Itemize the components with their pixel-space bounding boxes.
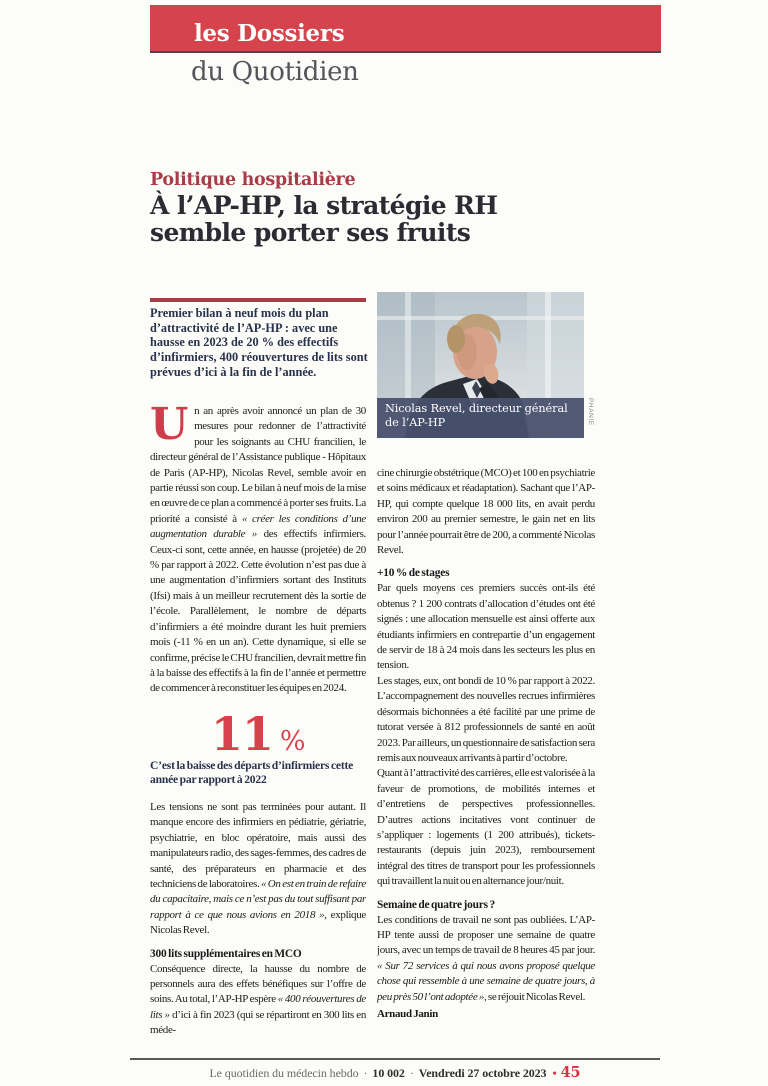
paragraph-semaine — [377, 913, 595, 1005]
paragraph-text: d’ici à fin 2023 (qui se répartiront en 300 lits en méde- — [150, 1008, 366, 1037]
footer-bullet: • — [552, 1066, 557, 1080]
footer-page-number: 45 — [560, 1064, 581, 1081]
paragraph-text: n an après avoir annoncé un plan de 30 mesures pour redonner de l’attractivité pour les soignants au CHU francilien, le directeur général de l’Assistance publique - Hôpitaux de Paris (AP-HP), Nicolas Revel, semble avoir en partie réussi son coup. Le bilan à neuf mois de la mise en œuvre de ce plan a commencé à porter ses fruits. La priorité a consisté à — [150, 405, 366, 525]
subheading-semaine: Semaine de quatre jours ? — [377, 898, 495, 911]
stat-unit: % — [279, 725, 306, 757]
stat-value: 11 — [210, 706, 273, 761]
paragraph-tensions — [150, 800, 366, 939]
standfirst-rule — [150, 298, 366, 302]
paragraph-mco-suite: cine chirurgie obstétrique (MCO) et 100 en psychiatrie et soins médicaux et réadaptation). Sachant que l’AP-HP, qui compte quelque 18 000 lits, en avait perdu environ 200 au premier semestre, le gain net en lits pour l’année pourrait être de 200, a commenté Nicolas Revel. — [377, 467, 595, 557]
paragraph-contrats: Par quels moyens ces premiers succès ont-ils été obtenus ? 1 200 contrats d’allocation d’études ont été signés : une allocation mensuelle est ainsi offerte aux étudiants infirmiers en contrepartie d’un engagement de servir de 18 à 24 mois dans les secteurs les plus en tension. — [377, 582, 595, 672]
stat-caption: C’est la baisse des départs d’infirmiers cette année par rapport à 2022 — [150, 758, 354, 787]
photo-nicolas-revel — [377, 292, 584, 438]
body-column-left — [150, 404, 366, 1058]
paragraph-consequence — [150, 962, 366, 1039]
article-kicker: Politique hospitalière — [150, 170, 356, 190]
headline-line-1: À l’AP-HP, la stratégie RH — [150, 191, 498, 220]
article-headline — [150, 192, 650, 246]
drop-cap: U — [150, 404, 189, 450]
standfirst: Premier bilan à neuf mois du plan d’attractivité de l’AP-HP : avec une hausse en 2023 de 20 % des effectifs d’infirmiers, 400 réouvertures de lits sont prévues d’ici à la fin de l’année. — [150, 306, 368, 379]
paragraph-text: Les conditions de travail ne sont pas oubliées. L’AP-HP tente aussi de proposer une semaine de quatre jours, avec un temps de travail de 8 heures 45 par jour. — [377, 913, 595, 957]
quote-text: « créer les conditions d’une augmentation durable » — [150, 512, 366, 541]
footer-rule — [130, 1058, 660, 1060]
masthead-banner — [150, 5, 661, 53]
footer-date: Vendredi 27 octobre 2023 — [418, 1066, 547, 1080]
quote-text: « Sur 72 services à qui nous avons proposé quelque chose qui ressemble à une semaine de quatre jours, à peu près 50 l’ont adoptée » — [377, 959, 595, 1003]
paragraph-stages: Les stages, eux, ont bondi de 10 % par rapport à 2022. L’accompagnement des nouvelles recrues infirmières désormais bichonnées a été facilité par une prime de tutorat versée à 812 professionnels de santé en août 2023. Par ailleurs, un questionnaire de satisfaction sera remis aux nouveaux arrivants à partir d’octobre. — [377, 674, 595, 764]
paragraph-text: Les tensions ne sont pas terminées pour autant. Il manque encore des infirmiers en pédiatrie, gériatrie, psychiatrie, en bloc opératoire, mais aussi des manipulateurs radio, des sages-femmes, des cadres de santé, des préparateurs en pharmacie et des techniciens de laboratoires. — [150, 800, 366, 890]
footer-issue: 10 002 — [372, 1066, 405, 1080]
quote-text: « 400 réouvertures de lits » — [150, 993, 366, 1021]
paragraph-text: , explique Nicolas Revel. — [150, 908, 366, 937]
stat-block — [150, 706, 366, 788]
masthead-subtitle: du Quotidien — [191, 57, 359, 87]
body-column-right — [377, 466, 595, 1058]
stat-figure — [150, 706, 366, 761]
photo-credit: PHANIE — [587, 398, 594, 426]
headline-line-2: semble porter ses fruits — [150, 218, 471, 247]
byline: Arnaud Janin — [377, 1008, 438, 1020]
subheading-300-lits: 300 lits supplémentaires en MCO — [150, 947, 302, 960]
quote-text: « On est en train de refaire du capacitaire, mais ce n’est pas du tout suffisant par rapport à ce que nous avions en 2018 » — [150, 877, 366, 921]
paragraph-text: Conséquence directe, la hausse du nombre de personnels aura des effets bénéfiques sur l’offre de soins. Au total, l’AP-HP espère — [150, 962, 366, 1006]
paragraph-text: des effectifs infirmiers. Ceux-ci sont, cette année, en hausse (projetée) de 20 % par rapport à 2022. Cette évolution n’est pas due à une augmentation d’infirmiers sortant des Instituts (Ifsi) mais à un meilleur recrutement dès la sortie de l’école. Parallèlement, le nombre de départs d’infirmiers a été moindre durant les huit premiers mois (-11 % en un an). Cette dynamique, si elle se confirme, précise le CHU francilien, devrait mettre fin à la baisse des effectifs à la fin de l’année et permettre de commencer à reconstituer les équipes en 2024. — [150, 528, 366, 695]
paragraph-text: , se réjouit Nicolas Revel. — [484, 990, 586, 1003]
masthead-title: les Dossiers — [194, 20, 345, 47]
footer-separator: · — [409, 1066, 414, 1080]
footer — [130, 1064, 660, 1081]
footer-separator: · — [363, 1066, 368, 1080]
photo-caption: Nicolas Revel, directeur général de l’AP-HP — [377, 398, 584, 438]
footer-publication: Le quotidien du médecin hebdo — [209, 1066, 359, 1080]
paragraph-carrieres: Quant à l’attractivité des carrières, elle est valorisée à la faveur de promotions, de mobilités internes et d’entretiens de perspectives professionnelles. D’autres actions incitatives vont continuer de s’appliquer : logements (1 200 attribués), tickets-restaurants (depuis juin 2023), remboursement intégral des titres de transport pour les professionnels qui travaillent la nuit ou en alternance jour/nuit. — [377, 767, 595, 888]
paragraph-intro — [150, 404, 366, 697]
subheading-stages: +10 % de stages — [377, 567, 450, 580]
